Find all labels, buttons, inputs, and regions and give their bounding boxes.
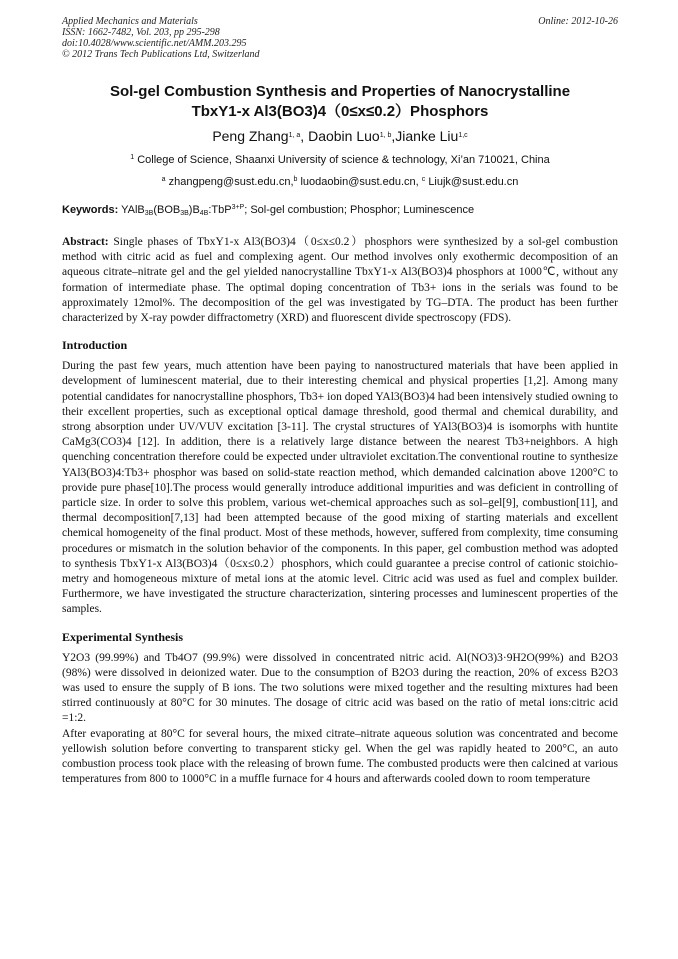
author-list: Peng Zhang$^{1, a}$, Daobin Luo$^{1, b}$,Jianke Liu$^{1,c}$ (212, 128, 468, 144)
affiliation-text: College of Science, Shaanxi University of science & technology, Xi’an 710021, China (137, 154, 550, 166)
keyword-text: YAlB (121, 204, 145, 216)
keyword-text: :TbP (208, 204, 232, 216)
keywords (62, 203, 618, 217)
email-mark: a (161, 176, 166, 183)
email-link[interactable]: Liujk@sust.edu.cn (428, 176, 519, 188)
abstract-paragraph (62, 235, 618, 326)
doi-line[interactable]: doi:10.4028/www.scientific.net/AMM.203.295 (62, 38, 247, 49)
experimental-paragraph-1: Y2O3 (99.99%) and Tb4O7 (99.9%) were dissolved in concentrated nitric acid. Al(NO3)3·9H2O(99%) and B2O3 (98%) were dissolved in deionized water. Due to the consumption of B2O3 during the reaction, 20% of excess B2O3 was used to ensure the supply of B ions. The two solutions were mixed together and the resulting mixtures had been stirred continuously at 80°C for 30 minutes. The dosage of citric acid was based on the ratio of metal ions:citric acid =1:2. (62, 651, 618, 725)
affiliation (62, 153, 618, 167)
journal-name: Applied Mechanics and Materials (62, 16, 198, 27)
author-affil-mark: 1,c (458, 132, 468, 139)
keyword-text: ; Sol-gel combustion; Phosphor; Luminescence (244, 204, 475, 216)
keywords-label: Keywords: (62, 204, 119, 216)
keyword-sup: 3+P (231, 204, 245, 211)
keyword-text: )B (188, 204, 200, 216)
paper-body (62, 235, 618, 788)
keyword-sub: 4B (199, 210, 209, 217)
introduction-paragraph: During the past few years, much attention have been paying to nanostructured materials that have been applied in development of luminescent material, due to their interesting chemical and physical properties [1,2]. Among many potential candidates for nanocrystalline phosphors, Tb3+ ion doped YAl3(BO3)4 had been intensively studied owning to their excellent properties, such as exceptional optical damage threshold, good thermal and chemical durability, and strong absorption under UV/VUV excitation [3-11]. The crystal structures of YAl3(BO3)4 is isomorphs with huntite CaMg3(CO3)4 [12]. In addition, there is a relatively large distance between the nearest Tb3+neighbors. A high quenching concentration therefore could be expected under ultraviolet excitation.The conventional routine to synthesize YAl3(BO3)4:Tb3+ phosphor was based on solid-state reaction method, which demanded calcination above 1200°C to provide pure phase[10].The process would generally introduce additional impurities and was deficient in controlling of particle size. In order to solve this problem, various wet-chemical approaches such as sol–gel[9], combustion[11], and thermal decomposition[7,13] had been attempted because of the good mixing of starting materials and excellent chemical homogeneity of the final product. Most of these methods, however, suffered from complexity, time consuming procedures or mismatch in the solution behavior of the components. In this paper, gel combustion method was adopted to synthesis TbxY1-x Al3(BO3)4（0≤x≤0.2）phosphors, which could guarantee a precise control of cationic stoichio- metry and homogeneous mixture of metal ions at the atomic level. Citric acid was used as fuel and complex builder. Furthermore, we have investigated the structure characterization, sintering processes and luminescent properties of the samples. (62, 360, 618, 616)
keyword-sub: 3B (180, 210, 189, 217)
author-name: Peng Zhang (212, 128, 289, 144)
running-header (62, 16, 618, 60)
issn-line: ISSN: 1662-7482, Vol. 203, pp 295-298 (62, 27, 220, 38)
online-date: Online: 2012-10-26 (538, 16, 618, 27)
section-heading-introduction: Introduction (62, 338, 128, 353)
experimental-paragraph-2: After evaporating at 80°C for several hours, the mixed citrate–nitrate aqueous solution was concentrated and become yellowish solution before converting to transparent sticky gel. When the gel was rapidly heated to 200°C, an auto combustion process took place with the releasing of brown fume. The combusted products were then calcined at various temperatures from 800 to 1000°C in a muffle furnace for 4 hours and afterwards cooled down to room temperature (62, 727, 618, 786)
author-affil-mark: 1, b (379, 132, 392, 139)
email-mark: c (421, 176, 426, 183)
author-affil-mark: 1, a (288, 132, 301, 139)
author-name: Daobin Luo (308, 128, 380, 144)
affiliation-mark: 1 (130, 154, 135, 161)
section-heading-experimental: Experimental Synthesis (62, 629, 184, 644)
author-emails (62, 175, 618, 189)
paper-title (62, 82, 618, 122)
copyright-line: © 2012 Trans Tech Publications Ltd, Switzerland (62, 49, 260, 60)
title-line-1: Sol-gel Combustion Synthesis and Properties of Nanocrystalline (109, 83, 571, 100)
keyword-sub: 3B (144, 210, 154, 217)
keyword-text: (BOB (153, 204, 181, 216)
author-name: Jianke Liu (395, 128, 459, 144)
email-link[interactable]: luodaobin@sust.edu.cn, (300, 176, 419, 188)
email-mark: b (293, 176, 298, 183)
email-link[interactable]: zhangpeng@sust.edu.cn, (168, 176, 294, 188)
title-line-2: TbxY1-x Al3(BO3)4（0≤x≤0.2）Phosphors (191, 103, 489, 120)
abstract-text: Single phases of TbxY1-x Al3(BO3)4（0≤x≤0.2）phosphors were synthesized by a sol-gel combustion method with citric acid as fuel and complexing agent. Our method involves only exothermic decomposition of an aqueous citrate–nitrate gel and the gel yielded nanocrystalline TbxY1-x Al3(BO3)4 phosphors at 1000℃, without any formation of intermediate phase. The optimal doping concentration of Tb3+ ions in the serials was found to be approximately 12mol%. The decomposition of the gel was investigated by TG–DTA. The product has been further characterized by X-ray powder diffractometry (XRD) and fluorescent divide spectroscopy (FDS). (62, 236, 618, 325)
abstract-label: Abstract: (62, 236, 109, 248)
